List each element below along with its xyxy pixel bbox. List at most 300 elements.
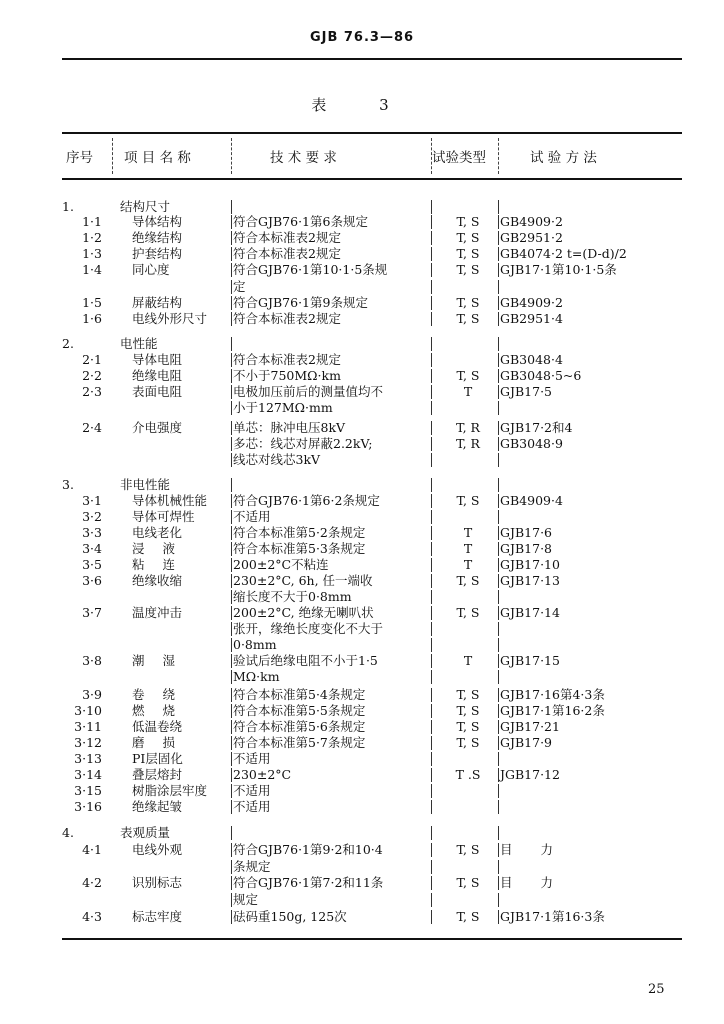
item-name: 同心度 xyxy=(132,262,170,277)
test-type: T, S xyxy=(456,573,480,588)
test-method: GB4909·2 xyxy=(500,295,563,310)
table-bottom-rule xyxy=(62,938,682,940)
item-name: 潮湿 xyxy=(132,653,194,668)
col-divider xyxy=(431,138,433,174)
row-number: 3·14 xyxy=(74,767,102,782)
column-line xyxy=(431,876,432,890)
column-line xyxy=(231,876,232,890)
item-name: 导体可焊性 xyxy=(132,509,195,524)
technical-requirement: 单芯：脉冲电压8kV xyxy=(233,420,346,435)
column-line xyxy=(431,280,432,294)
column-line xyxy=(231,654,232,668)
test-method: GB3048·5~6 xyxy=(500,368,582,383)
column-line xyxy=(431,353,432,367)
column-line xyxy=(431,437,432,451)
column-line xyxy=(498,826,499,840)
column-line xyxy=(231,494,232,508)
technical-requirement: 230±2°C, 6h, 任一端收 xyxy=(233,573,373,588)
column-line xyxy=(231,800,232,814)
column-line xyxy=(498,247,499,261)
column-line xyxy=(231,296,232,310)
test-method: GJB17·6 xyxy=(500,525,553,540)
column-line xyxy=(431,704,432,718)
item-name: 燃烧 xyxy=(132,703,194,718)
table-title: 表 3 xyxy=(311,96,413,114)
column-line xyxy=(431,720,432,734)
technical-requirement: 小于127MΩ·mm xyxy=(233,400,333,415)
item-name: 导体电阻 xyxy=(132,352,183,367)
col-header-no: 序号 xyxy=(66,150,93,166)
item-name: 卷绕 xyxy=(132,687,194,702)
test-method: GJB17·2和4 xyxy=(500,420,573,435)
test-method: GB3048·4 xyxy=(500,352,563,367)
test-method: GJB17·14 xyxy=(500,605,560,620)
test-method: GJB17·21 xyxy=(500,719,560,734)
column-line xyxy=(231,385,232,399)
column-line xyxy=(231,453,232,467)
column-line xyxy=(231,893,232,907)
row-number: 2. xyxy=(62,336,74,351)
column-line xyxy=(431,752,432,766)
row-number: 3. xyxy=(62,477,74,492)
column-line xyxy=(498,200,499,214)
technical-requirement: 不适用 xyxy=(233,783,271,798)
col-divider xyxy=(231,138,233,174)
column-line xyxy=(231,590,232,604)
column-line xyxy=(231,558,232,572)
technical-requirement: 符合GJB76·1第10·1·5条规 xyxy=(233,262,388,277)
column-line xyxy=(231,401,232,415)
test-type: T xyxy=(463,557,473,572)
column-line xyxy=(498,670,499,684)
column-line xyxy=(498,622,499,636)
column-line xyxy=(498,215,499,229)
technical-requirement: 验试后绝缘电阻不小于1·5 xyxy=(233,653,378,668)
column-line xyxy=(431,910,432,924)
technical-requirement: 200±2°C不粘连 xyxy=(233,557,329,572)
col-header-test-method: 试 验 方 法 xyxy=(530,150,597,166)
item-name: 树脂涂层牢度 xyxy=(132,783,208,798)
column-line xyxy=(231,704,232,718)
technical-requirement: 条规定 xyxy=(233,859,271,874)
column-line xyxy=(231,337,232,351)
test-method: GJB17·8 xyxy=(500,541,553,556)
column-line xyxy=(431,312,432,326)
technical-requirement: 缩长度不大于0·8mm xyxy=(233,589,352,604)
row-number: 3·11 xyxy=(74,719,102,734)
test-type: T, S xyxy=(456,214,480,229)
item-name: 绝缘结构 xyxy=(132,230,183,245)
column-line xyxy=(231,280,232,294)
col-header-test-type: 试验类型 xyxy=(432,150,486,166)
column-line xyxy=(498,654,499,668)
col-header-requirement: 技 术 要 求 xyxy=(270,150,337,166)
item-name: 电性能 xyxy=(120,336,158,351)
test-type: T, S xyxy=(456,246,480,261)
column-line xyxy=(498,542,499,556)
column-line xyxy=(498,876,499,890)
test-type: T, S xyxy=(456,368,480,383)
test-method: GJB17·15 xyxy=(500,653,560,668)
technical-requirement: 符合本标准第5·7条规定 xyxy=(233,735,366,750)
technical-requirement: 符合本标准表2规定 xyxy=(233,230,341,245)
row-number: 1·3 xyxy=(82,246,102,261)
table-top-rule xyxy=(62,132,682,134)
column-line xyxy=(498,263,499,277)
test-method: JGB17·12 xyxy=(500,767,560,782)
column-line xyxy=(231,369,232,383)
column-line xyxy=(231,768,232,782)
test-type: T, S xyxy=(456,311,480,326)
column-line xyxy=(498,558,499,572)
item-name: 磨损 xyxy=(132,735,194,750)
test-type: T, S xyxy=(456,735,480,750)
test-method: GJB17·10 xyxy=(500,557,560,572)
row-number: 2·1 xyxy=(82,352,102,367)
column-line xyxy=(431,421,432,435)
row-number: 3·2 xyxy=(82,509,102,524)
column-line xyxy=(431,558,432,572)
row-number: 4·3 xyxy=(82,909,102,924)
column-line xyxy=(231,574,232,588)
column-line xyxy=(498,704,499,718)
item-name: 护套结构 xyxy=(132,246,183,261)
column-line xyxy=(498,638,499,652)
test-type: T, R xyxy=(456,436,480,451)
column-line xyxy=(231,688,232,702)
column-line xyxy=(231,215,232,229)
test-method: GJB17·13 xyxy=(500,573,560,588)
item-name: 非电性能 xyxy=(120,477,171,492)
test-type: T, S xyxy=(456,842,480,857)
test-method: GJB17·5 xyxy=(500,384,553,399)
column-line xyxy=(498,768,499,782)
item-name: PI层固化 xyxy=(132,751,183,766)
technical-requirement: 电极加压前后的测量值均不 xyxy=(233,384,384,399)
item-name: 温度冲击 xyxy=(132,605,183,620)
column-line xyxy=(231,622,232,636)
test-method: GJB17·1第16·2条 xyxy=(500,703,605,718)
row-number: 4. xyxy=(62,825,74,840)
row-number: 2·3 xyxy=(82,384,102,399)
item-name: 导体机械性能 xyxy=(132,493,208,508)
column-line xyxy=(498,860,499,874)
test-type: T .S xyxy=(455,767,481,782)
column-line xyxy=(231,231,232,245)
test-method: GB2951·2 xyxy=(500,230,563,245)
technical-requirement: 符合GJB76·1第6条规定 xyxy=(233,214,368,229)
column-line xyxy=(498,590,499,604)
test-method: GB2951·4 xyxy=(500,311,563,326)
row-number: 3·6 xyxy=(82,573,102,588)
column-line xyxy=(431,768,432,782)
item-name: 表观质量 xyxy=(120,825,171,840)
row-number: 3·13 xyxy=(74,751,102,766)
column-line xyxy=(231,720,232,734)
row-number: 3·5 xyxy=(82,557,102,572)
technical-requirement: 符合本标准表2规定 xyxy=(233,352,341,367)
column-line xyxy=(231,784,232,798)
test-type: T xyxy=(463,384,473,399)
column-line xyxy=(498,401,499,415)
item-name: 低温卷绕 xyxy=(132,719,183,734)
column-line xyxy=(498,231,499,245)
column-line xyxy=(498,312,499,326)
column-line xyxy=(431,247,432,261)
test-method: GJB17·1第16·3条 xyxy=(500,909,605,924)
column-line xyxy=(431,542,432,556)
column-line xyxy=(431,296,432,310)
test-type: T, S xyxy=(456,875,480,890)
column-line xyxy=(431,688,432,702)
column-line xyxy=(431,263,432,277)
test-method: GJB17·1第10·1·5条 xyxy=(500,262,617,277)
technical-requirement: 符合GJB76·1第6·2条规定 xyxy=(233,493,380,508)
column-line xyxy=(431,510,432,524)
column-line xyxy=(431,736,432,750)
column-line xyxy=(498,494,499,508)
test-method: GJB17·9 xyxy=(500,735,553,750)
test-method: GB4909·4 xyxy=(500,493,563,508)
item-name: 绝缘起皱 xyxy=(132,799,183,814)
column-line xyxy=(498,526,499,540)
column-line xyxy=(498,752,499,766)
test-method: 目力 xyxy=(500,842,582,857)
item-name: 电线老化 xyxy=(132,525,183,540)
item-name: 叠层熔封 xyxy=(132,767,183,782)
column-line xyxy=(231,670,232,684)
row-number: 3·16 xyxy=(74,799,102,814)
column-line xyxy=(231,736,232,750)
column-line xyxy=(231,353,232,367)
column-line xyxy=(431,784,432,798)
column-line xyxy=(231,200,232,214)
column-line xyxy=(498,510,499,524)
column-line xyxy=(431,590,432,604)
technical-requirement: 线芯对线芯3kV xyxy=(233,452,321,467)
column-line xyxy=(431,826,432,840)
column-line xyxy=(431,478,432,492)
column-line xyxy=(231,826,232,840)
row-number: 4·1 xyxy=(82,842,102,857)
technical-requirement: 0·8mm xyxy=(233,637,277,652)
test-type: T, R xyxy=(456,420,480,435)
technical-requirement: 符合GJB76·1第7·2和11条 xyxy=(233,875,384,890)
item-name: 绝缘电阻 xyxy=(132,368,183,383)
test-type: T xyxy=(463,653,473,668)
technical-requirement: 符合GJB76·1第9条规定 xyxy=(233,295,368,310)
header-rule xyxy=(62,58,682,60)
technical-requirement: 不适用 xyxy=(233,799,271,814)
technical-requirement: 多芯：线芯对屏蔽2.2kV; xyxy=(233,436,373,451)
row-number: 3·1 xyxy=(82,493,102,508)
column-line xyxy=(431,843,432,857)
column-line xyxy=(231,752,232,766)
technical-requirement: 符合本标准表2规定 xyxy=(233,311,341,326)
column-line xyxy=(431,574,432,588)
technical-requirement: 砝码重150g, 125次 xyxy=(233,909,347,924)
column-line xyxy=(231,510,232,524)
column-line xyxy=(431,893,432,907)
test-type: T, S xyxy=(456,605,480,620)
column-line xyxy=(498,784,499,798)
column-line xyxy=(431,369,432,383)
test-type: T xyxy=(463,525,473,540)
column-line xyxy=(498,280,499,294)
column-line xyxy=(231,606,232,620)
column-line xyxy=(498,453,499,467)
row-number: 2·2 xyxy=(82,368,102,383)
column-line xyxy=(431,401,432,415)
item-name: 导体结构 xyxy=(132,214,183,229)
table-header-rule xyxy=(62,178,682,180)
column-line xyxy=(231,638,232,652)
column-line xyxy=(498,337,499,351)
column-line xyxy=(498,353,499,367)
row-number: 3·12 xyxy=(74,735,102,750)
page-number: 25 xyxy=(648,982,665,997)
col-divider xyxy=(112,138,114,174)
row-number: 3·9 xyxy=(82,687,102,702)
technical-requirement: 不适用 xyxy=(233,509,271,524)
technical-requirement: 符合本标准表2规定 xyxy=(233,246,341,261)
technical-requirement: 符合本标准第5·3条规定 xyxy=(233,541,366,556)
test-method: GB3048·9 xyxy=(500,436,563,451)
technical-requirement: 符合本标准第5·2条规定 xyxy=(233,525,366,540)
test-method: 目力 xyxy=(500,875,582,890)
column-line xyxy=(431,526,432,540)
technical-requirement: 张开，缘绝长度变化不大于 xyxy=(233,621,384,636)
technical-requirement: MΩ·km xyxy=(233,669,280,684)
column-line xyxy=(431,860,432,874)
item-name: 电线外形尺寸 xyxy=(132,311,208,326)
technical-requirement: 230±2°C xyxy=(233,767,292,782)
test-type: T, S xyxy=(456,703,480,718)
item-name: 表面电阻 xyxy=(132,384,183,399)
column-line xyxy=(431,654,432,668)
test-type: T xyxy=(463,541,473,556)
column-line xyxy=(231,860,232,874)
item-name: 粘连 xyxy=(132,557,194,572)
row-number: 3·3 xyxy=(82,525,102,540)
row-number: 3·15 xyxy=(74,783,102,798)
row-number: 1. xyxy=(62,199,74,214)
column-line xyxy=(431,670,432,684)
column-line xyxy=(431,215,432,229)
column-line xyxy=(431,606,432,620)
technical-requirement: 不适用 xyxy=(233,751,271,766)
technical-requirement: 符合本标准第5·4条规定 xyxy=(233,687,366,702)
test-method: GJB17·16第4·3条 xyxy=(500,687,605,702)
column-line xyxy=(498,843,499,857)
test-type: T, S xyxy=(456,230,480,245)
item-name: 结构尺寸 xyxy=(120,199,171,214)
column-line xyxy=(498,606,499,620)
col-header-name: 项 目 名 称 xyxy=(124,150,191,166)
column-line xyxy=(231,542,232,556)
item-name: 识别标志 xyxy=(132,875,183,890)
column-line xyxy=(231,247,232,261)
technical-requirement: 定 xyxy=(233,279,246,294)
column-line xyxy=(431,385,432,399)
column-line xyxy=(498,736,499,750)
technical-requirement: 200±2°C, 绝缘无喇叭状 xyxy=(233,605,374,620)
column-line xyxy=(431,638,432,652)
item-name: 电线外观 xyxy=(132,842,183,857)
technical-requirement: 符合本标准第5·5条规定 xyxy=(233,703,366,718)
test-type: T, S xyxy=(456,687,480,702)
item-name: 屏蔽结构 xyxy=(132,295,183,310)
test-type: T, S xyxy=(456,262,480,277)
item-name: 标志牢度 xyxy=(132,909,183,924)
column-line xyxy=(498,893,499,907)
column-line xyxy=(498,688,499,702)
column-line xyxy=(231,437,232,451)
column-line xyxy=(231,910,232,924)
column-line xyxy=(231,843,232,857)
column-line xyxy=(431,337,432,351)
column-line xyxy=(431,800,432,814)
column-line xyxy=(431,231,432,245)
row-number: 1·5 xyxy=(82,295,102,310)
test-type: T, S xyxy=(456,719,480,734)
item-name: 绝缘收缩 xyxy=(132,573,183,588)
column-line xyxy=(231,312,232,326)
column-line xyxy=(498,296,499,310)
technical-requirement: 规定 xyxy=(233,892,259,907)
row-number: 1·2 xyxy=(82,230,102,245)
row-number: 1·6 xyxy=(82,311,102,326)
test-method: GB4909·2 xyxy=(500,214,563,229)
item-name: 浸液 xyxy=(132,541,194,556)
test-type: T, S xyxy=(456,295,480,310)
column-line xyxy=(498,369,499,383)
row-number: 3·7 xyxy=(82,605,102,620)
column-line xyxy=(498,574,499,588)
column-line xyxy=(231,526,232,540)
technical-requirement: 不小于750MΩ·km xyxy=(233,368,341,383)
row-number: 3·8 xyxy=(82,653,102,668)
row-number: 3·4 xyxy=(82,541,102,556)
column-line xyxy=(498,478,499,492)
row-number: 2·4 xyxy=(82,420,102,435)
column-line xyxy=(431,494,432,508)
column-line xyxy=(498,385,499,399)
column-line xyxy=(498,910,499,924)
column-line xyxy=(231,263,232,277)
column-line xyxy=(498,421,499,435)
technical-requirement: 符合GJB76·1第9·2和10·4 xyxy=(233,842,383,857)
test-method: GB4074·2 t=(D-d)/2 xyxy=(500,246,627,261)
column-line xyxy=(231,421,232,435)
row-number: 1·4 xyxy=(82,262,102,277)
column-line xyxy=(431,622,432,636)
column-line xyxy=(431,453,432,467)
document-header: GJB 76.3—86 xyxy=(309,30,415,45)
column-line xyxy=(498,720,499,734)
column-line xyxy=(231,478,232,492)
row-number: 1·1 xyxy=(82,214,102,229)
test-type: T, S xyxy=(456,909,480,924)
test-type: T, S xyxy=(456,493,480,508)
row-number: 4·2 xyxy=(82,875,102,890)
row-number: 3·10 xyxy=(74,703,102,718)
column-line xyxy=(498,437,499,451)
column-line xyxy=(498,800,499,814)
column-line xyxy=(431,200,432,214)
technical-requirement: 符合本标准第5·6条规定 xyxy=(233,719,366,734)
col-divider xyxy=(498,138,500,174)
